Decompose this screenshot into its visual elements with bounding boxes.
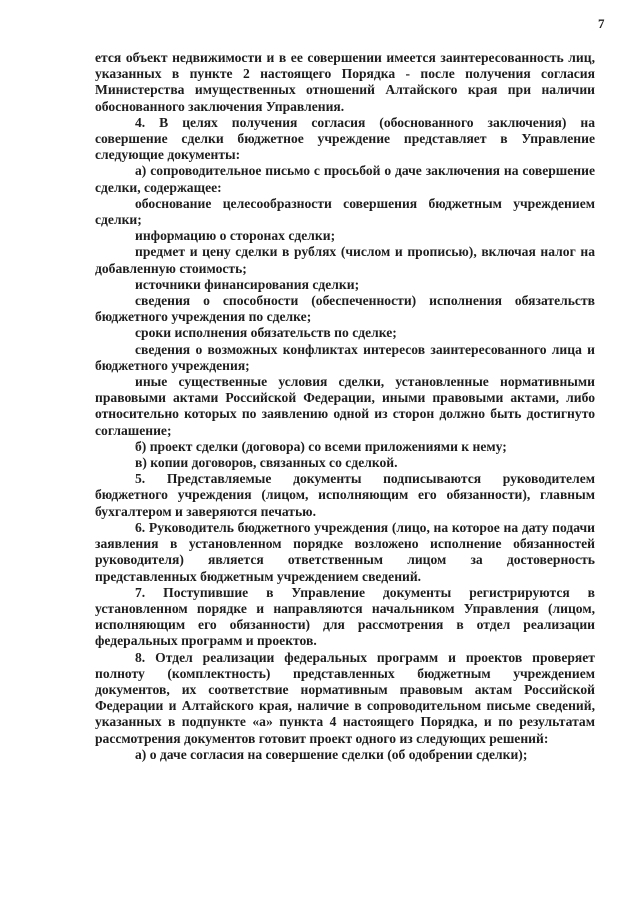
paragraph: сведения о способности (обеспеченности) исполнения обязательств бюджетного учреждения по сделке; [95,293,595,325]
paragraph: б) проект сделки (договора) со всеми приложениями к нему; [135,438,507,454]
paragraph: а) сопроводительное письмо с просьбой о даче заключения на совершение сделки, содержащее: [95,163,595,195]
paragraph: иные существенные условия сделки, установленные нормативными правовыми актами Российской Федерации, иными правовыми актами, либо относительно которых по заявлению одной из сторон должно быть достигнуто соглашение; [95,374,595,438]
page-number: 7 [598,16,605,31]
paragraph: 6. Руководитель бюджетного учреждения (лицо, на которое на дату подачи заявления в установленном порядке возложено исполнение обязанностей руководителя) является ответственным лицом за достоверность представленных бюджетным учреждением сведений. [95,519,595,584]
paragraph: а) о даче согласия на совершение сделки (об одобрении сделки); [135,746,528,762]
paragraph: источники финансирования сделки; [135,276,360,292]
paragraph: в) копии договоров, связанных со сделкой. [135,455,398,471]
paragraph: 4. В целях получения согласия (обоснованного заключения) на совершение сделки бюджетное учреждение представляет в Управление следующие документы: [95,114,595,163]
paragraph: 8. Отдел реализации федеральных программ и проектов проверяет полноту (комплектность) представленных бюджетным учреждением документов, их соответствие нормативным правовым актам Российской Федерации и Алтайского края, наличие в сопроводительном письме сведений, указанных в подпункте «а» пункта 4 настоящего Порядка, и по результатам рассмотрения документов готовит проект одного из следующих решений: [95,649,595,746]
paragraph: предмет и цену сделки в рублях (числом и прописью), включая налог на добавленную стоимость; [95,244,595,276]
paragraph: 7. Поступившие в Управление документы регистрируются в установленном порядке и направляются начальником Управления (лицом, исполняющим его обязанности) для рассмотрения в отдел реализации федеральных программ и проектов. [95,584,595,649]
paragraph: информацию о сторонах сделки; [135,228,336,244]
paragraph: сроки исполнения обязательств по сделке; [135,325,397,341]
document-body [95,50,595,763]
paragraph: ется объект недвижимости и в ее совершении имеется заинтересованность лиц, указанных в пункте 2 настоящего Порядка - после получения согласия Министерства имущественных отношений Алтайского края при наличии обоснованного заключения Управления. [95,50,595,114]
paragraph: сведения о возможных конфликтах интересов заинтересованного лица и бюджетного учреждения; [95,341,595,373]
paragraph: обоснование целесообразности совершения бюджетным учреждением сделки; [95,195,595,228]
paragraph: 5. Представляемые документы подписываются руководителем бюджетного учреждения (лицом, исполняющим его обязанности), главным бухгалтером и заверяются печатью. [95,471,595,519]
